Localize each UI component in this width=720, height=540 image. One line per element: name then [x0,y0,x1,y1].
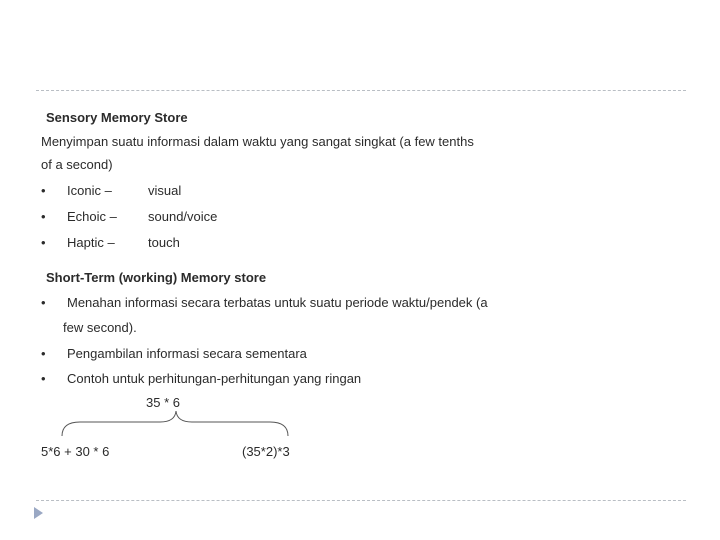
sensory-description-line1: Menyimpan suatu informasi dalam waktu yang sangat singkat (a few tenths [41,134,474,149]
list-bullet: • [41,371,46,386]
short-term-item-1-continued: few second). [63,320,137,335]
curly-brace-icon [60,408,290,438]
example-left-expression: 5*6 + 30 * 6 [41,444,110,459]
sensory-desc-iconic: visual [148,183,182,198]
sensory-description-line2: of a second) [41,157,113,172]
sensory-desc-echoic: sound/voice [148,209,218,224]
short-term-item-2: Pengambilan informasi secara sementara [67,346,307,361]
bottom-divider [36,500,686,501]
list-bullet: • [41,295,46,310]
short-term-item-3: Contoh untuk perhitungan-perhitungan yang ringan [67,371,362,386]
top-divider [36,90,686,91]
list-bullet: • [41,209,46,224]
sensory-heading: Sensory Memory Store [46,110,188,125]
list-bullet: • [41,183,46,198]
sensory-term-haptic: Haptic – [67,235,115,250]
list-bullet: • [41,235,46,250]
sensory-term-echoic: Echoic – [67,209,117,224]
list-bullet: • [41,346,46,361]
sensory-term-iconic: Iconic – [67,183,112,198]
next-slide-arrow-icon[interactable] [34,507,43,519]
example-right-expression: (35*2)*3 [242,444,290,459]
example-top-expression: 35 * 6 [146,395,180,410]
short-term-heading: Short-Term (working) Memory store [46,270,267,285]
sensory-desc-haptic: touch [148,235,180,250]
short-term-item-1: Menahan informasi secara terbatas untuk suatu periode waktu/pendek (a [67,295,488,310]
